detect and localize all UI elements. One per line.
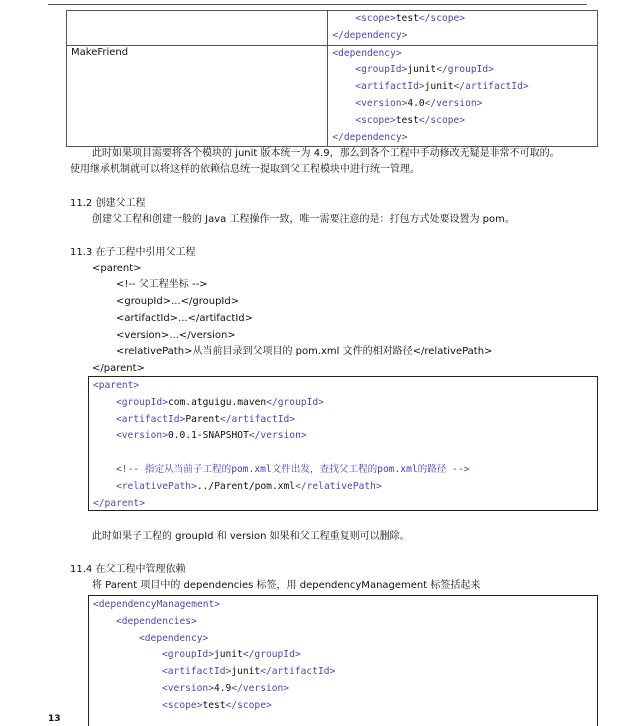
code-line (93, 428, 597, 445)
xml-tag: <version> (162, 682, 214, 694)
xml-tag: </scope> (418, 13, 466, 24)
plain-code-line: <artifactId>...</artifactId> (116, 313, 254, 324)
code-block (93, 378, 597, 512)
code-line (328, 130, 597, 147)
xml-value: junit (231, 666, 261, 678)
xml-tag: </artifactId> (219, 413, 296, 425)
xml-tag: <scope> (355, 114, 396, 126)
code-line (93, 445, 597, 462)
xml-value: 4.9 (213, 682, 232, 694)
xml-value: junit (424, 81, 454, 93)
xml-tag: </version> (248, 430, 307, 442)
xml-tag: <groupId> (162, 649, 214, 661)
xml-tag: <artifactId> (355, 81, 425, 93)
plain-code-line: <version>...</version> (116, 330, 236, 341)
xml-value: junit (407, 64, 437, 76)
xml-value: test (202, 699, 226, 711)
code-line (93, 614, 597, 631)
table-cell-project: MakeFriend (67, 45, 328, 147)
code-line (93, 395, 597, 412)
code-line (93, 496, 597, 513)
code-line (93, 462, 597, 479)
code-line (93, 597, 597, 614)
code-block (328, 46, 597, 147)
code-line (93, 412, 597, 429)
xml-value: com.atguigu.maven (167, 396, 267, 408)
xml-value: junit (213, 649, 243, 661)
code-line (328, 79, 597, 96)
xml-tag: </relativePath> (295, 480, 382, 492)
code-line (328, 11, 597, 28)
plain-code-line: </parent> (92, 363, 145, 374)
xml-tag: <groupId> (116, 396, 168, 408)
plain-code-line: <parent> (92, 263, 142, 274)
xml-tag: <artifactId> (116, 413, 186, 425)
dependency-management-code-box (88, 595, 598, 726)
xml-tag: <version> (355, 97, 408, 109)
xml-tag: <dependencyManagement> (93, 599, 221, 610)
xml-tag: <relativePath> (116, 480, 197, 492)
xml-tag: </version> (231, 682, 290, 694)
xml-tag: <version> (116, 430, 168, 442)
plain-code-line: <relativePath>从当前目录到父项目的 pom.xml 文件的相对路径</relativePath> (116, 346, 493, 357)
code-line (328, 28, 597, 45)
code-line (93, 378, 597, 395)
paragraph-line: 此时如果子工程的 groupId 和 version 如果和父工程重复则可以删除。 (92, 531, 410, 542)
xml-comment: <!-- 指定从当前子工程的pom.xml文件出发，查找父工程的pom.xml的路径 --> (116, 463, 470, 475)
code-line (328, 113, 597, 130)
code-line (93, 681, 597, 698)
xml-value: test (395, 114, 419, 126)
code-line (93, 647, 597, 664)
table-cell-code (328, 45, 598, 147)
code-line (328, 62, 597, 79)
xml-tag: <parent> (93, 380, 140, 391)
xml-value: 4.0 (407, 97, 425, 109)
xml-tag: <groupId> (355, 64, 408, 76)
xml-tag: <scope> (162, 699, 203, 711)
xml-tag: </groupId> (436, 64, 494, 76)
paragraph-line: 创建父工程和创建一般的 Java 工程操作一致，唯一需要注意的是：打包方式处要设置为 pom。 (92, 214, 515, 225)
xml-tag: </artifactId> (453, 81, 529, 93)
code-line (93, 664, 597, 681)
paragraph-line: 使用继承机制就可以将这样的依赖信息统一提取到父工程模块中进行统一管理。 (70, 164, 420, 175)
xml-tag: </groupId> (242, 649, 301, 661)
dependency-table (66, 10, 598, 147)
xml-tag: </dependency> (332, 29, 408, 41)
page-number: 13 (48, 714, 61, 724)
table-cell-code (328, 11, 598, 46)
xml-tag: </scope> (418, 114, 466, 126)
xml-tag: </groupId> (266, 396, 324, 408)
xml-tag: </scope> (225, 699, 272, 711)
xml-tag: </artifactId> (260, 666, 336, 678)
code-block (328, 11, 597, 45)
xml-tag: </dependency> (332, 131, 408, 143)
section-heading: 11.2 创建父工程 (70, 198, 146, 209)
code-block (93, 597, 597, 715)
plain-code-line: <groupId>...</groupId> (116, 296, 240, 307)
xml-value: test (395, 13, 419, 24)
xml-value: ../Parent/pom.xml (196, 480, 296, 492)
xml-value: Parent (185, 413, 220, 425)
code-line (93, 631, 597, 648)
xml-tag: </version> (424, 97, 483, 109)
table-row (67, 45, 598, 147)
code-line (93, 698, 597, 715)
xml-tag: <dependencies> (116, 615, 197, 627)
table-row (67, 11, 598, 46)
section-heading: 11.3 在子工程中引用父工程 (70, 247, 196, 258)
xml-tag: <artifactId> (162, 666, 232, 678)
section-heading: 11.4 在父工程中管理依赖 (70, 564, 186, 575)
xml-value: 0.0.1-SNAPSHOT (167, 430, 249, 442)
parent-code-box (88, 376, 598, 511)
xml-tag: </parent> (93, 497, 145, 509)
code-line (93, 479, 597, 496)
plain-code-line: <!-- 父工程坐标 --> (116, 279, 208, 290)
header-rule (48, 4, 587, 5)
xml-tag: <dependency> (139, 632, 209, 644)
paragraph-line: 将 Parent 项目中的 dependencies 标签，用 dependencyManagement 标签括起来 (92, 580, 481, 591)
code-line (328, 46, 597, 63)
code-line (328, 96, 597, 113)
paragraph-line: 此时如果项目需要将各个模块的 junit 版本统一为 4.9，那么到各个工程中手动修改无疑是非常不可取的。 (92, 148, 560, 159)
table-cell-project (67, 11, 328, 46)
xml-tag: <scope> (355, 13, 396, 24)
xml-tag: <dependency> (332, 47, 402, 59)
